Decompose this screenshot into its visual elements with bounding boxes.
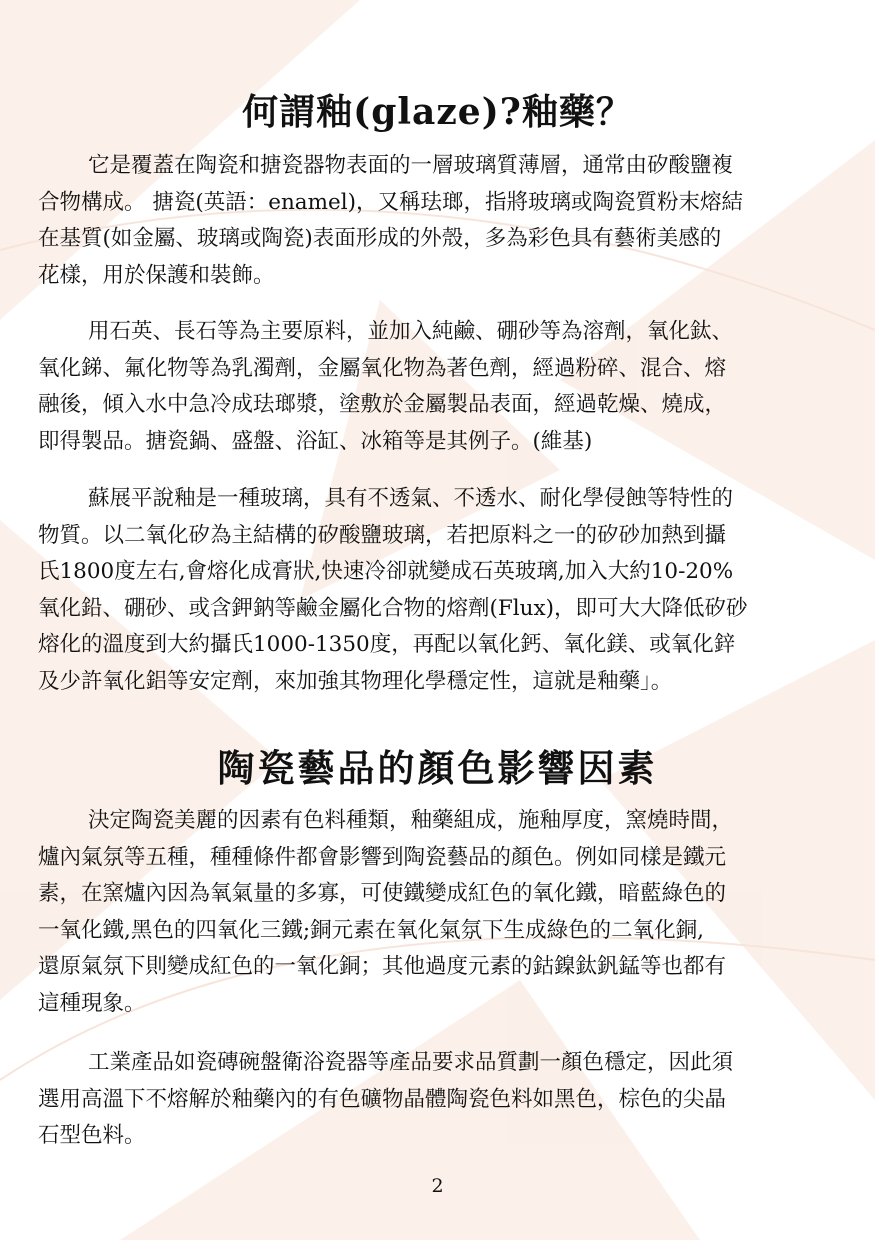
text-line: 它是覆蓋在陶瓷和搪瓷器物表面的一層玻璃質薄層，通常由矽酸鹽複 (88, 153, 734, 178)
text-line: 石型色料。 (38, 1123, 146, 1148)
text-line: 即得製品。搪瓷鍋、盛盤、浴缸、冰箱等是其例子。(維基) (38, 428, 593, 454)
paragraph-4 (38, 803, 838, 1022)
text-line: 還原氣氛下則變成紅色的一氧化銅；其他過度元素的鈷鎳鈦釩錳等也都有 (38, 954, 727, 979)
text-line: 在基質(如金屬、玻璃或陶瓷)表面形成的外殼，多為彩色具有藝術美感的 (38, 226, 722, 251)
text-line: 爐內氣氛等五種，種種條件都會影響到陶瓷藝品的顏色。例如同樣是鐵元 (38, 844, 727, 870)
text-line: 選用高溫下不熔解於釉藥內的有色礦物晶體陶瓷色料如黑色，棕色的尖晶 (38, 1086, 727, 1112)
section-title: 陶瓷藝品的顏色影響因素 (217, 746, 658, 790)
page-title: 何謂釉(glaze)?釉藥？ (242, 91, 633, 133)
text-line: 素，在窯爐內因為氧氣量的多寡，可使鐵變成紅色的氧化鐵，暗藍綠色的 (38, 881, 727, 906)
paragraph-5 (38, 1045, 838, 1155)
paragraph-3 (38, 481, 838, 700)
text-line: 氧化銻、氟化物等為乳濁劑，金屬氧化物為著色劑，經過粉碎、混合、熔 (38, 355, 727, 381)
text-line: 氏1800度左右,會熔化成膏狀,快速冷卻就變成石英玻璃,加入大約10-20% (38, 559, 734, 584)
text-line: 這種現象。 (38, 990, 146, 1016)
page-number: 2 (431, 1175, 444, 1197)
text-line: 蘇展平說釉是一種玻璃，具有不透氣、不透水、耐化學侵蝕等特性的 (88, 486, 734, 511)
text-line: 及少許氧化鋁等安定劑，來加強其物理化學穩定性，這就是釉藥」。 (38, 668, 673, 694)
paragraph-2 (38, 314, 838, 460)
text-line: 工業產品如瓷磚碗盤衛浴瓷器等產品要求品質劃一顏色穩定，因此須 (88, 1050, 734, 1075)
text-line: 用石英、長石等為主要原料，並加入純鹼、硼砂等為溶劑，氧化鈦、 (88, 319, 734, 344)
text-line: 花樣，用於保護和裝飾。 (38, 262, 275, 288)
text-line: 熔化的溫度到大約攝氏1000-1350度，再配以氧化鈣、氧化鎂、或氧化鋅 (38, 632, 736, 657)
text-line: 合物構成。 搪瓷(英語：enamel)，又稱珐瑯，指將玻璃或陶瓷質粉末熔結 (38, 189, 743, 215)
paragraph-1 (38, 148, 838, 294)
text-line: 一氧化鐵,黑色的四氧化三鐵;銅元素在氧化氣氛下生成綠色的二氧化銅, (38, 917, 704, 943)
text-line: 融後，傾入水中急冷成珐瑯漿，塗敷於金屬製品表面，經過乾燥、燒成， (38, 392, 727, 417)
text-line: 氧化鉛、硼砂、或含鉀鈉等鹼金屬化合物的熔劑(Flux)，即可大大降低矽砂 (38, 595, 748, 621)
text-line: 物質。以二氧化矽為主結構的矽酸鹽玻璃，若把原料之一的矽砂加熱到攝 (38, 522, 727, 548)
text-line: 決定陶瓷美麗的因素有色料種類，釉藥組成，施釉厚度，窯燒時間， (88, 808, 734, 833)
